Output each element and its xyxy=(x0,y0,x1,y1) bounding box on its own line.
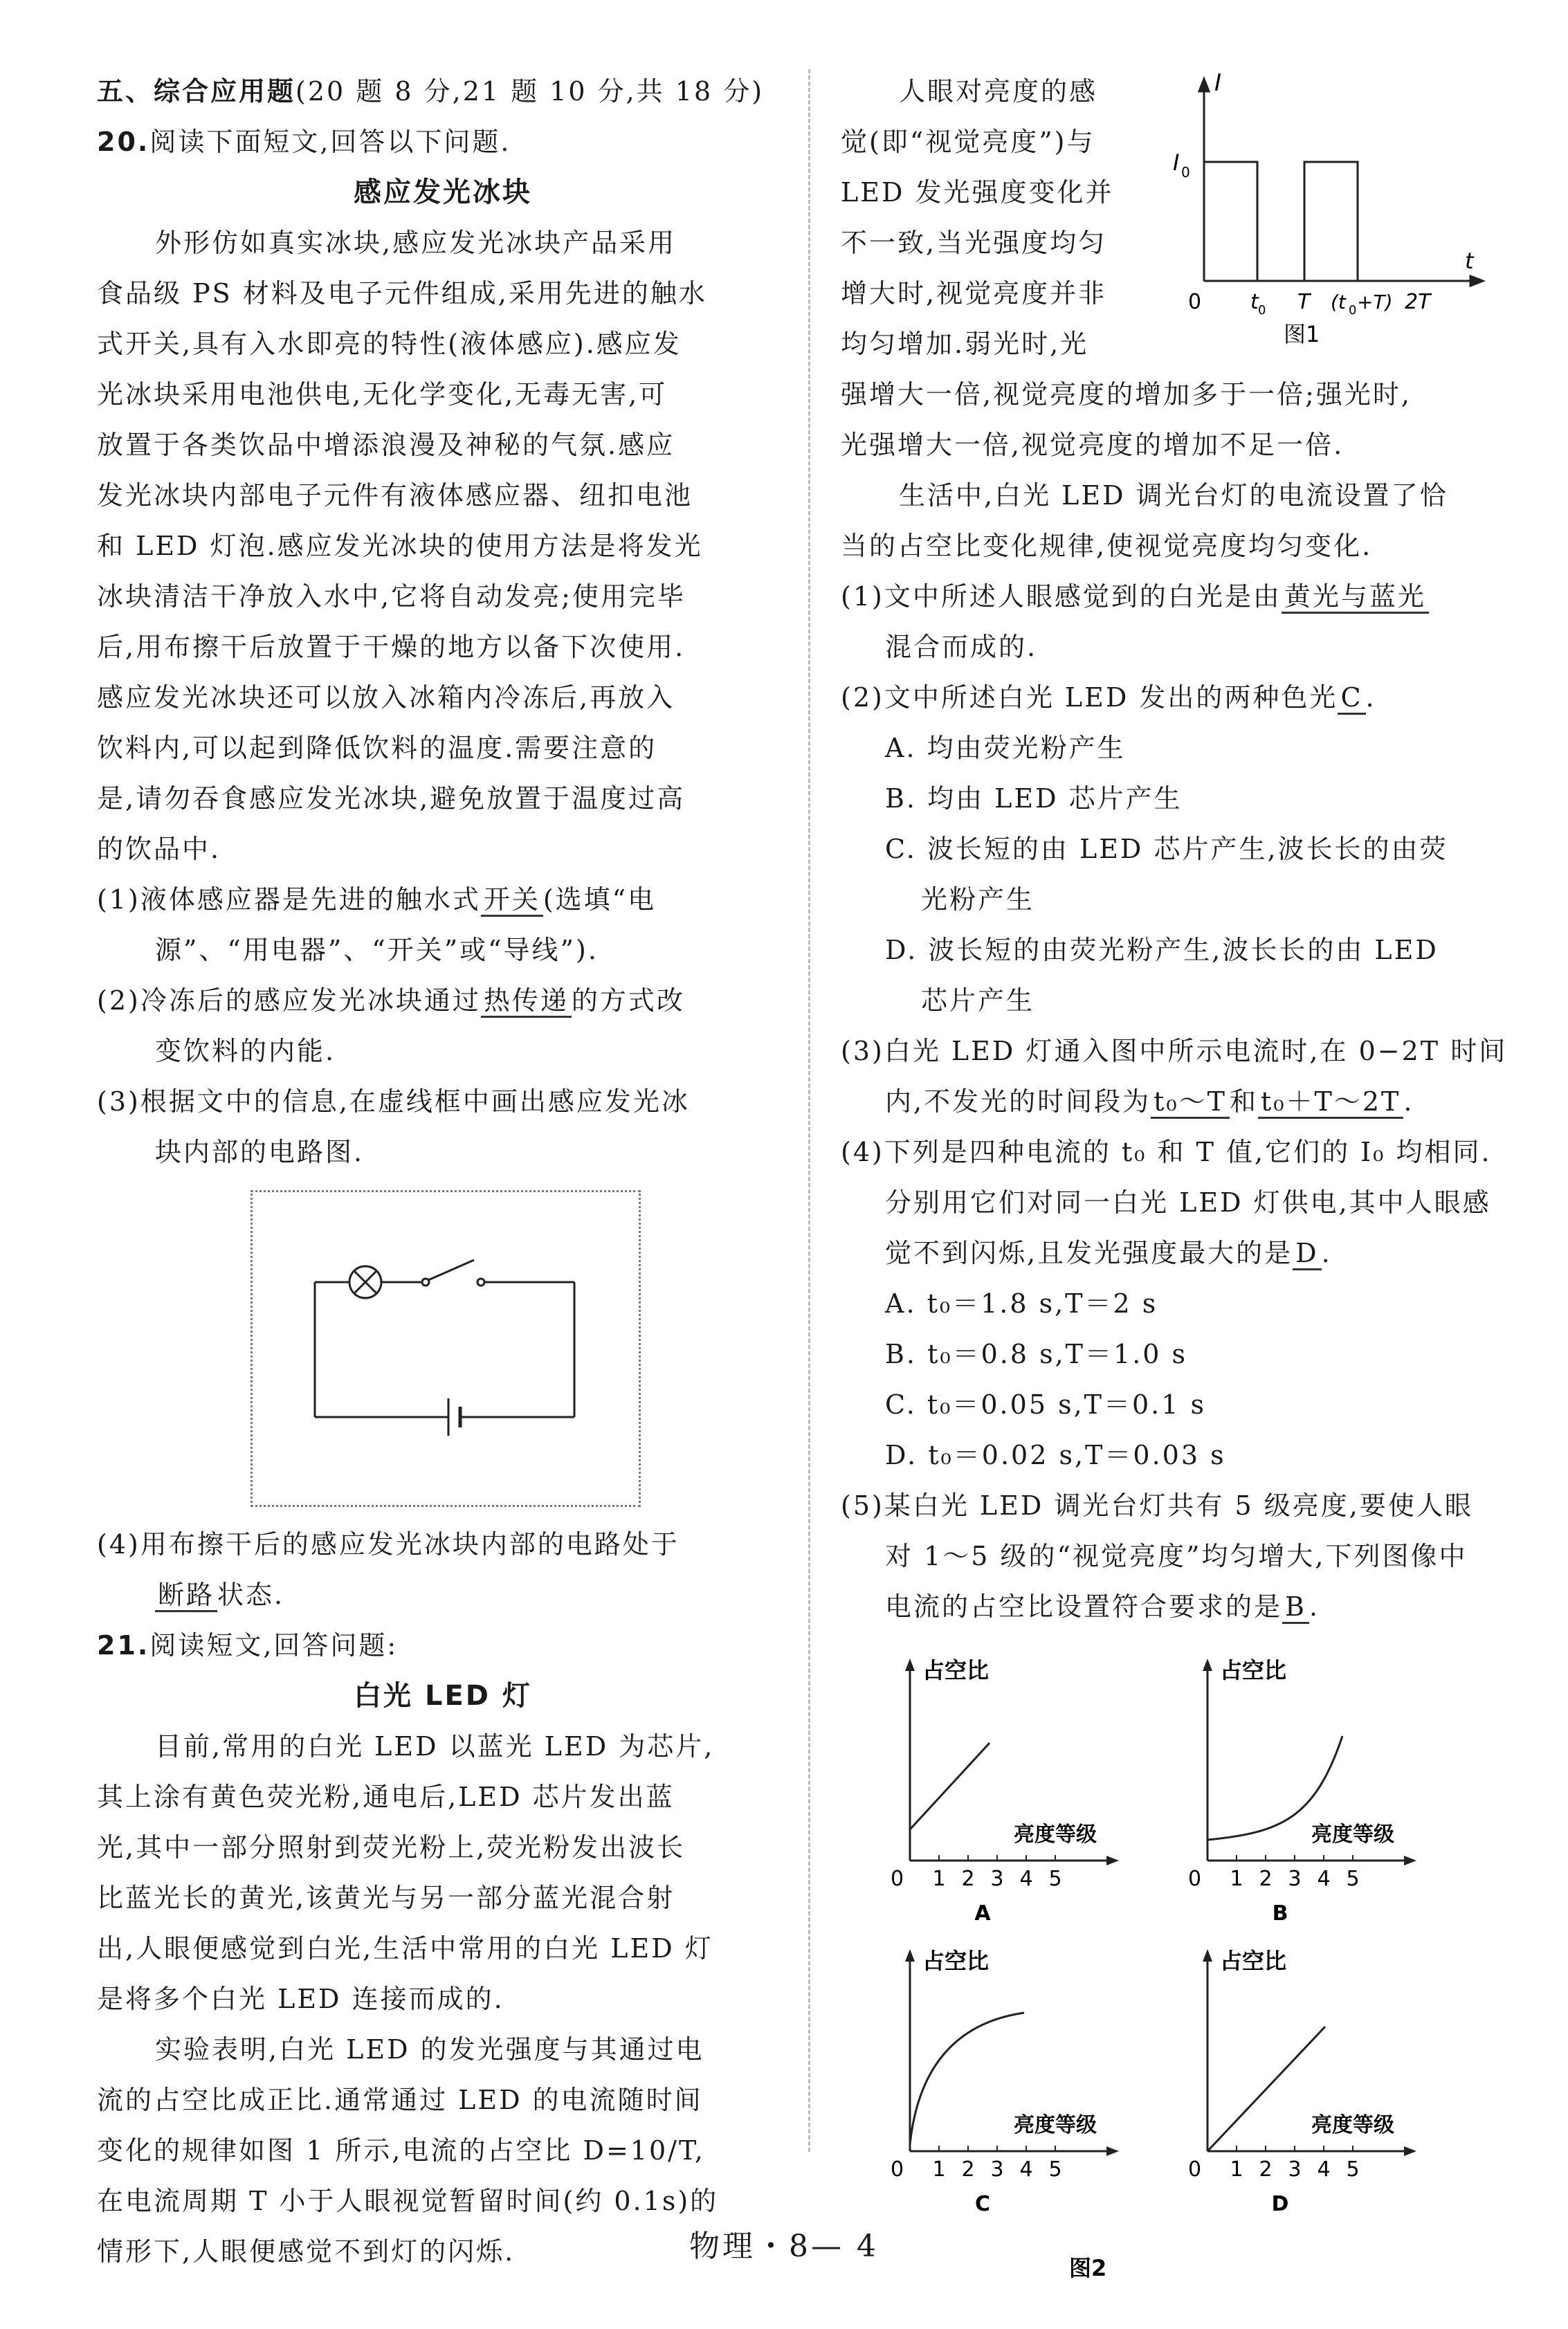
q20-1-text-c: 源”、“用电器”、“开关”或“导线”). xyxy=(155,935,599,965)
right-passage-top xyxy=(841,66,1131,369)
text-line: 饮料内,可以起到降低饮料的温度.需要注意的 xyxy=(97,733,657,763)
fig2-y-label: 占空比 xyxy=(922,1657,990,1683)
right-column xyxy=(841,66,1508,2292)
fig1-y-arrow xyxy=(1199,79,1209,91)
q21-number: 21. xyxy=(97,1630,150,1661)
q21-3-end: . xyxy=(1403,1086,1414,1117)
fig2-x-arrow xyxy=(1106,2146,1119,2156)
fig2-tick-label: 2 xyxy=(1259,2157,1273,2182)
q20-2-text-c: 变饮料的内能. xyxy=(155,1036,336,1066)
fig2-tick-label: 5 xyxy=(1346,1867,1360,1891)
q20-2-text: (2)冷冻后的感应发光冰块通过 xyxy=(97,985,481,1016)
fig2-tick-label: 2 xyxy=(1259,1867,1273,1891)
q20-passage xyxy=(97,218,789,875)
fig1-i0-sub: 0 xyxy=(1181,164,1190,181)
text-line: 发光冰块内部电子元件有液体感应器、纽扣电池 xyxy=(97,480,693,511)
q20-4 xyxy=(97,1570,789,1620)
q21-4-text: (4)下列是四种电流的 t₀ 和 T 值,它们的 I₀ 均相同. xyxy=(841,1137,1492,1167)
fig2-tick-label: 0 xyxy=(1188,2157,1202,2182)
right-passage-2 xyxy=(841,471,1491,572)
fig1-y-label: I xyxy=(1214,69,1222,97)
fig2-graph-label: C xyxy=(974,2192,991,2216)
fig2-tick-label: 4 xyxy=(1317,1867,1331,1891)
text-line: 光,其中一部分照射到荧光粉上,荧光粉发出波长 xyxy=(97,1832,686,1863)
q20-2 xyxy=(97,976,789,1026)
fig2-tick-label: 5 xyxy=(1048,2157,1062,2182)
text-line: 情形下,人眼便感觉不到灯的闪烁. xyxy=(97,2236,516,2267)
text-line: LED 发光强度变化并 xyxy=(841,177,1114,208)
fig2-y-label: 占空比 xyxy=(1220,1948,1287,1974)
text-line: 流的占空比成正比.通常通过 LED 的电流随时间 xyxy=(97,2085,703,2115)
text-line: 实验表明,白光 LED 的发光强度与其通过电 xyxy=(155,2034,704,2065)
fig2-y-label: 占空比 xyxy=(1220,1657,1287,1683)
section-note: (20 题 8 分,21 题 10 分,共 18 分) xyxy=(295,76,765,107)
q21-5-text: (5)某白光 LED 调光台灯共有 5 级亮度,要使人眼 xyxy=(841,1490,1473,1521)
fig2-tick-label: 1 xyxy=(932,1867,946,1891)
fig1-x-arrow xyxy=(1470,276,1483,286)
text-line: 光冰块采用电池供电,无化学变化,无毒无害,可 xyxy=(97,379,668,410)
text-line: 是将多个白光 LED 连接而成的. xyxy=(97,1984,504,2014)
q20-4-answer: 断路 xyxy=(155,1580,217,1612)
fig2-graph-label: B xyxy=(1272,1901,1288,1926)
fig1-origin: 0 xyxy=(1188,290,1202,314)
text-line: 感应发光冰块还可以放入冰箱内冷冻后,再放入 xyxy=(97,682,675,713)
q21-2-end: . xyxy=(1365,682,1376,713)
text-line: 强增大一倍,视觉亮度的增加多于一倍;强光时, xyxy=(841,379,1412,410)
text-line: 食品级 PS 材料及电子元件组成,采用先进的触水 xyxy=(97,278,707,309)
fig2-graph-C xyxy=(891,1948,1119,2216)
fig2-tick-label: 2 xyxy=(961,2157,975,2182)
q21-1 xyxy=(841,572,1491,622)
fig2-tick-label: 5 xyxy=(1346,2157,1360,2182)
switch-contact xyxy=(477,1279,484,1286)
text-line: 目前,常用的白光 LED 以蓝光 LED 为芯片, xyxy=(155,1731,715,1762)
q21-3-text-b: 内,不发光的时间段为 xyxy=(885,1086,1151,1117)
q21-1-text: (1)文中所述人眼感觉到的白光是由 xyxy=(841,581,1282,612)
q21-3 xyxy=(841,1077,1491,1127)
q20-1-answer: 开关 xyxy=(481,884,543,917)
fig1-T-label: T xyxy=(1297,290,1311,314)
text-line: 光粉产生 xyxy=(921,884,1035,915)
text-line: 不一致,当光强度均匀 xyxy=(841,228,1107,258)
section-heading xyxy=(97,66,789,117)
q20-1-text-b: (选填“电 xyxy=(543,884,657,915)
fig2-x-label: 亮度等级 xyxy=(1014,2113,1097,2137)
fig2-tick-label: 3 xyxy=(1288,2157,1302,2182)
text-line: D. t₀＝0.02 s,T＝0.03 s xyxy=(885,1440,1226,1470)
q21-passage-1 xyxy=(97,1721,789,2025)
text-line: 外形仿如真实冰块,感应发光冰块产品采用 xyxy=(155,228,677,258)
fig2-graph-label: A xyxy=(974,1901,991,1926)
q20-heading xyxy=(97,117,789,167)
q20-1 xyxy=(97,875,789,925)
fig1-pulse-1 xyxy=(1204,162,1257,281)
fig2-tick-label: 1 xyxy=(932,2157,946,2182)
text-line: 后,用布擦干后放置于干燥的地方以备下次使用. xyxy=(97,632,686,662)
q21-5-text-b: 对 1～5 级的“视觉亮度”均匀增大,下列图像中 xyxy=(885,1541,1468,1571)
section-title: 五、综合应用题 xyxy=(97,76,296,107)
q21-3-and: 和 xyxy=(1229,1086,1258,1117)
fig2-tick-label: 0 xyxy=(891,2157,904,2182)
q21-2 xyxy=(841,673,1491,723)
q20-title: 感应发光冰块 xyxy=(354,176,532,208)
q21-5-answer: B xyxy=(1282,1591,1309,1624)
q21-2-answer: C xyxy=(1338,682,1365,715)
text-line: 出,人眼便感觉到白光,生活中常用的白光 LED 灯 xyxy=(97,1933,713,1964)
q20-3-text: (3)根据文中的信息,在虚线框中画出感应发光冰 xyxy=(97,1086,690,1117)
fig2-tick-label: 4 xyxy=(1019,1867,1033,1891)
figure-1-current-graph xyxy=(1166,66,1491,357)
q21-4-end: . xyxy=(1321,1238,1332,1268)
fig1-t0T-sub: 0 xyxy=(1349,303,1357,318)
fig2-curve xyxy=(910,1743,990,1829)
fig1-2T-label: 2T xyxy=(1405,290,1431,314)
text-line: 和 LED 灯泡.感应发光冰块的使用方法是将发光 xyxy=(97,531,703,561)
q21-4-text-b: 分别用它们对同一白光 LED 灯供电,其中人眼感 xyxy=(885,1187,1491,1218)
fig2-tick-label: 2 xyxy=(961,1867,975,1891)
fig2-curve xyxy=(910,2013,1024,2144)
fig2-tick-label: 0 xyxy=(891,1867,904,1891)
text-line: 增大时,视觉亮度并非 xyxy=(841,278,1107,309)
q21-3-answer-1: t₀～T xyxy=(1151,1086,1230,1119)
q20-1-text: (1)液体感应器是先进的触水式 xyxy=(97,884,481,915)
fig1-t0-label: t xyxy=(1250,290,1259,314)
fig2-tick-label: 5 xyxy=(1048,1867,1062,1891)
q21-3-answer-2: t₀＋T～2T xyxy=(1258,1086,1403,1119)
text-line: 变化的规律如图 1 所示,电流的占空比 D=10/T, xyxy=(97,2135,705,2166)
text-line: 放置于各类饮品中增添浪漫及神秘的气氛.感应 xyxy=(97,430,675,460)
text-line: 冰块清洁干净放入水中,它将自动发亮;使用完毕 xyxy=(97,581,686,612)
q20-2-text-b: 的方式改 xyxy=(571,985,685,1016)
fig2-tick-label: 3 xyxy=(990,1867,1004,1891)
text-line: 的饮品中. xyxy=(97,834,221,864)
fig1-i0-label: I xyxy=(1173,149,1180,176)
fig2-tick-label: 4 xyxy=(1019,2157,1033,2182)
circuit-diagram-box xyxy=(250,1190,641,1507)
q21-5-text-c: 电流的占空比设置符合要求的是 xyxy=(885,1591,1283,1622)
fig1-caption: 图1 xyxy=(1284,321,1320,347)
text-line: B. 均由 LED 芯片产生 xyxy=(885,783,1183,814)
right-passage-cont xyxy=(841,369,1491,471)
text-line: 人眼对亮度的感 xyxy=(899,76,1098,107)
fig2-tick-label: 3 xyxy=(1288,1867,1302,1891)
text-line: A. 均由荧光粉产生 xyxy=(885,733,1126,763)
fig2-x-label: 亮度等级 xyxy=(1014,1823,1097,1847)
text-line: 其上涂有黄色荧光粉,通电后,LED 芯片发出蓝 xyxy=(97,1782,675,1812)
fig2-graph-label: D xyxy=(1271,2192,1289,2216)
text-line: 均匀增加.弱光时,光 xyxy=(841,329,1089,359)
fig2-tick-label: 3 xyxy=(990,2157,1004,2182)
fig2-tick-label: 0 xyxy=(1188,1867,1202,1891)
q20-number: 20. xyxy=(97,127,150,157)
page-footer: 物理・8— 4 xyxy=(689,2229,879,2264)
q21-5 xyxy=(841,1582,1491,1632)
text-line: D. 波长短的由荧光粉产生,波长长的由 LED xyxy=(885,935,1439,965)
fig2-y-arrow xyxy=(1203,1949,1212,1962)
q21-4-answer: D xyxy=(1293,1238,1321,1270)
fig2-y-arrow xyxy=(1203,1659,1212,1671)
column-divider xyxy=(808,69,810,2152)
q20-intro: 阅读下面短文,回答以下问题. xyxy=(149,127,511,157)
left-column xyxy=(97,66,789,2277)
q21-title: 白光 LED 灯 xyxy=(354,1680,532,1712)
text-line: 芯片产生 xyxy=(921,985,1035,1016)
switch-contact xyxy=(422,1279,429,1286)
q21-1-text-b: 混合而成的. xyxy=(885,632,1038,662)
fig2-graph-B xyxy=(1188,1657,1416,1926)
fig1-t0T-end: +T) xyxy=(1357,291,1393,313)
fig2-y-arrow xyxy=(905,1659,915,1671)
text-line: C. t₀＝0.05 s,T＝0.1 s xyxy=(885,1389,1207,1420)
text-line: A. t₀＝1.8 s,T＝2 s xyxy=(885,1288,1158,1319)
text-line: 光强增大一倍,视觉亮度的增加不足一倍. xyxy=(841,430,1344,460)
fig2-curve xyxy=(1207,2027,1325,2151)
fig2-x-arrow xyxy=(1404,1856,1416,1865)
q21-2-options xyxy=(841,723,1491,1026)
q21-4-text-c: 觉不到闪烁,且发光强度最大的是 xyxy=(885,1238,1293,1268)
q20-3-text-b: 块内部的电路图. xyxy=(155,1137,365,1167)
fig1-x-label: t xyxy=(1465,248,1474,274)
fig2-caption: 图2 xyxy=(1069,2255,1107,2281)
fig2-tick-label: 1 xyxy=(1230,1867,1243,1891)
fig2-tick-label: 4 xyxy=(1317,2157,1331,2182)
text-line: 比蓝光长的黄光,该黄光与另一部分蓝光混合射 xyxy=(97,1883,675,1913)
text-line: 生活中,白光 LED 调光台灯的电流设置了恰 xyxy=(899,480,1448,511)
fig2-graph-D xyxy=(1188,1948,1416,2216)
text-line: 在电流周期 T 小于人眼视觉暂留时间(约 0.1s)的 xyxy=(97,2186,719,2216)
q21-heading xyxy=(97,1620,789,1671)
text-line: 是,请勿吞食感应发光冰块,避免放置于温度过高 xyxy=(97,783,686,814)
fig1-pulse-2 xyxy=(1304,162,1358,281)
fig1-t0T-label: (t xyxy=(1331,291,1346,313)
q20-4-text-b: 状态. xyxy=(217,1580,285,1610)
text-line: 当的占空比变化规律,使视觉亮度均匀变化. xyxy=(841,531,1373,561)
q20-4-text: (4)用布擦干后的感应发光冰块内部的电路处于 xyxy=(97,1529,680,1560)
fig2-y-arrow xyxy=(905,1949,915,1962)
figure-2-graphs xyxy=(841,1653,1491,2290)
q21-intro: 阅读短文,回答问题: xyxy=(149,1630,399,1661)
q21-1-answer: 黄光与蓝光 xyxy=(1282,581,1429,614)
switch-blade xyxy=(428,1260,474,1280)
fig2-tick-label: 1 xyxy=(1230,2157,1243,2182)
fig2-x-arrow xyxy=(1404,2146,1416,2156)
text-line: C. 波长短的由 LED 芯片产生,波长长的由荧 xyxy=(885,834,1448,864)
q21-5-end: . xyxy=(1309,1591,1320,1622)
fig2-graph-A xyxy=(891,1657,1119,1926)
q21-4-options xyxy=(841,1279,1491,1481)
q21-2-text: (2)文中所述白光 LED 发出的两种色光 xyxy=(841,682,1338,713)
text-line: 觉(即“视觉亮度”)与 xyxy=(841,127,1095,157)
fig2-x-label: 亮度等级 xyxy=(1311,2113,1394,2137)
text-line: 式开关,具有入水即亮的特性(液体感应).感应发 xyxy=(97,329,682,359)
right-top-block xyxy=(841,66,1491,369)
fig1-t0-sub: 0 xyxy=(1258,303,1266,318)
q20-2-answer: 热传递 xyxy=(481,985,572,1018)
q21-3-text: (3)白光 LED 灯通入图中所示电流时,在 0−2T 时间 xyxy=(841,1036,1508,1066)
q21-4 xyxy=(841,1228,1491,1279)
fig2-x-arrow xyxy=(1106,1856,1119,1865)
fig2-y-label: 占空比 xyxy=(922,1948,990,1974)
circuit-diagram xyxy=(253,1192,639,1505)
text-line: B. t₀＝0.8 s,T＝1.0 s xyxy=(885,1339,1188,1369)
fig2-x-label: 亮度等级 xyxy=(1311,1823,1394,1847)
